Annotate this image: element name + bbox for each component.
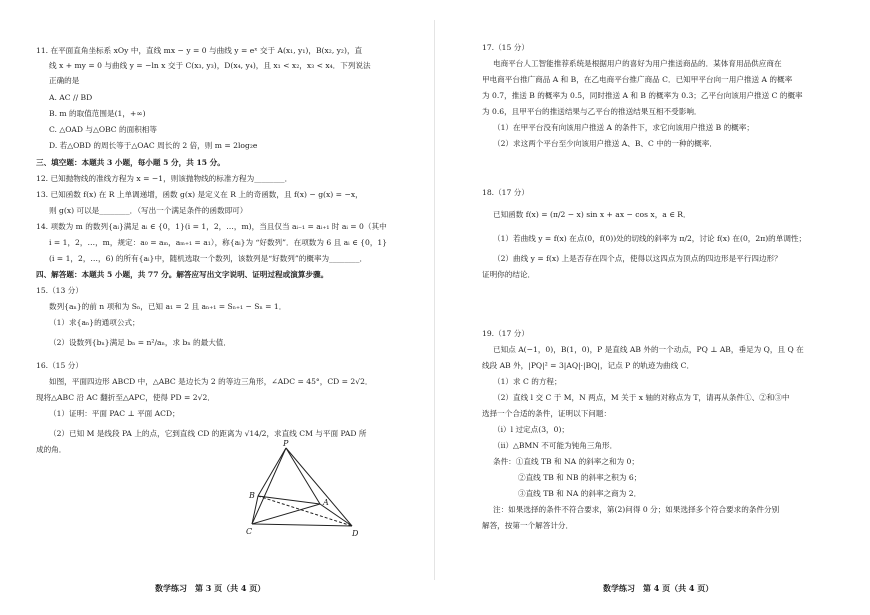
label-d: D <box>352 529 359 538</box>
question-12: 12. 已知抛物线的准线方程为 x = −1，则该抛物线的标准方程为________． <box>36 174 293 183</box>
label-c: C <box>246 527 253 536</box>
q19-part-2: （2）直线 l 交 C 于 M，N 两点，M 关于 x 轴的对称点为 T，请再从条件①、②和③中 <box>493 393 790 402</box>
edge-cd <box>252 524 352 526</box>
q18-line: 已知函数 f(x) = (π/2 − x) sin x + ax − cos x，a ∈ R． <box>493 210 691 219</box>
q15-part-2: （2）设数列{bₙ}满足 bₙ = n²/aₙ，求 bₙ 的最大值． <box>49 338 231 347</box>
q17-line: 为 0.7，推送 B 的概率为 0.5，同时推送 A 和 B 的概率为 0.3；乙平台向该用户推送 C 的概率 <box>482 91 803 100</box>
q19-line: 选择一个合适的条件，证明以下问题： <box>482 409 612 418</box>
q16-line: 如图，平面四边形 ABCD 中，△ABC 是边长为 2 的等边三角形，∠ADC = 45°，CD = 2√2． <box>49 377 373 386</box>
q19-note: 注：如果选择的条件不符合要求，第(2)问得 0 分；如果选择多个符合要求的条件分别 <box>493 505 780 514</box>
q19-sub-ii: （ii）△BMN 不可能为钝角三角形． <box>493 441 618 450</box>
q11-option-a: A. AC // BD <box>49 93 93 102</box>
section-fill-in-heading: 三、填空题：本题共 3 小题，每小题 5 分，共 15 分。 <box>36 158 225 167</box>
page-footer-left: 数学练习 第 3 页（共 4 页） <box>155 583 266 593</box>
q16-heading: 16.（15 分） <box>36 361 83 370</box>
q19-condition-3: ③直线 TB 和 NA 的斜率之商为 2． <box>518 489 642 498</box>
label-b: B <box>249 491 255 500</box>
q17-heading: 17.（15 分） <box>482 43 529 52</box>
q14-line: i = 1，2，…，m，规定：a₀ = aₘ，aₘ₊₁ = a₁），称{aᵢ}为 “好数列”．在项数为 6 且 aᵢ ∈ {0，1} <box>49 238 388 247</box>
edge-pc <box>252 448 286 524</box>
edge-pd <box>286 448 352 526</box>
q16-line: 现将△ABC 沿 AC 翻折至△APC，使得 PD = 2√2． <box>36 393 215 402</box>
edge-pb <box>258 448 286 496</box>
q19-condition-1: 条件：①直线 TB 和 NA 的斜率之和为 0； <box>493 457 639 466</box>
q19-heading: 19.（17 分） <box>482 329 529 338</box>
q15-part-1: （1）求{aₙ}的通项公式； <box>49 318 140 327</box>
q19-condition-2: ②直线 TB 和 NB 的斜率之积为 6； <box>518 473 642 482</box>
q11-option-c: C. △OAD 与△OBC 的面积相等 <box>49 125 157 134</box>
edge-ca <box>252 504 320 524</box>
q19-line: 已知点 A(−1，0)，B(1，0)，P 是直线 AB 外的一个动点，PQ ⊥ AB，垂足为 Q，且 Q 在 <box>493 345 804 354</box>
q16-line: 成的角． <box>36 445 67 454</box>
q16-part-1: （1）证明：平面 PAC ⊥ 平面 ACD； <box>49 409 180 418</box>
q18-part-2: （2）曲线 y = f(x) 上是否存在四个点，使得以这四点为顶点的四边形是平行四边形？ <box>493 254 782 263</box>
q17-part-1: （1）在甲平台没有向该用户推送 A 的条件下，求它向该用户推送 B 的概率； <box>493 123 754 132</box>
q16-part-2: （2）已知 M 是线段 PA 上的点，它到直线 CD 的距离为 √14/2，求直线 CM 与平面 PAD 所 <box>49 429 367 438</box>
q14-line: (i = 1，2，…，6) 的所有{aᵢ}中，随机选取一个数列，该数列是“好数列”的概率为________． <box>49 254 368 263</box>
q18-line: 证明你的结论． <box>482 270 536 279</box>
q19-note: 解答，按第一个解答计分． <box>482 521 574 530</box>
edge-bc <box>252 496 258 524</box>
q17-line: 甲电商平台推广商品 A 和 B，在乙电商平台推广商品 C．已知甲平台向一用户推送 A 的概率 <box>482 75 793 84</box>
q15-heading: 15.（13 分） <box>36 286 83 295</box>
q11-line: 正确的是 <box>49 76 80 85</box>
label-p: P <box>283 440 289 448</box>
q17-line: 电商平台人工智能推荐系统是根据用户的喜好为用户推送商品的．某体育用品供应商在 <box>493 59 782 68</box>
q11-line: 线 x + my = 0 与曲线 y = −ln x 交于 C(x₃, y₃)，D(x₄, y₄)，且 x₁ < x₂，x₃ < x₄．下列说法 <box>49 61 371 70</box>
section-solutions-heading: 四、解答题：本题共 5 小题，共 77 分。解答应写出文字说明、证明过程或演算步骤。 <box>36 270 329 279</box>
q19-part-1: （1）求 C 的方程； <box>493 377 562 386</box>
q13-line: 13. 已知函数 f(x) 在 R 上单调递增，函数 g(x) 是定义在 R 上的奇函数，且 f(x) − g(x) = −x， <box>36 190 363 199</box>
edge-bd-hidden <box>258 496 352 526</box>
edge-ba <box>258 496 320 504</box>
q17-line: 为 0.6，且甲平台的推送结果与乙平台的推送结果互相不受影响． <box>482 107 702 116</box>
q18-heading: 18.（17 分） <box>482 188 529 197</box>
q11-line: 11. 在平面直角坐标系 xOy 中，直线 mx − y = 0 与曲线 y = eˣ 交于 A(x₁, y₁)，B(x₂, y₂)，直 <box>36 46 363 55</box>
q18-part-1: （1）若曲线 y = f(x) 在点(0，f(0))处的切线的斜率为 π/2，讨论 f(x) 在(0，2π)的单调性； <box>493 234 807 243</box>
q11-option-d: D. 若△OBD 的周长等于△OAC 周长的 2 倍，则 m = 2log₂e <box>49 141 258 150</box>
q15-line: 数列{aₙ}的前 n 项和为 Sₙ，已知 a₁ = 2 且 aₙ₊₁ = Sₙ₊₁ − Sₙ = 1． <box>49 302 287 311</box>
pyramid-figure <box>230 440 370 540</box>
q13-line: 则 g(x) 可以是________．（写出一个满足条件的函数即可） <box>49 206 248 215</box>
q19-line: 线段 AB 外，|PQ|² = 3|AQ|·|BQ|，记点 P 的轨迹为曲线 C． <box>482 361 695 370</box>
page-footer-right: 数学练习 第 4 页（共 4 页） <box>603 583 714 593</box>
q19-sub-i: （i）l 过定点(3，0)； <box>493 425 570 434</box>
edge-pa <box>286 448 320 504</box>
label-a: A <box>323 498 329 507</box>
q17-part-2: （2）求这两个平台至少向该用户推送 A、B、C 中的一种的概率． <box>493 139 717 148</box>
q11-option-b: B. m 的取值范围是(1，+∞) <box>49 109 146 118</box>
right-page <box>435 0 870 615</box>
q14-line: 14. 项数为 m 的数列{aᵢ}满足 aᵢ ∈ {0，1}(i = 1，2，…，m)，当且仅当 aᵢ₋₁ = aᵢ₊₁ 时 aᵢ = 0（其中 <box>36 222 387 231</box>
